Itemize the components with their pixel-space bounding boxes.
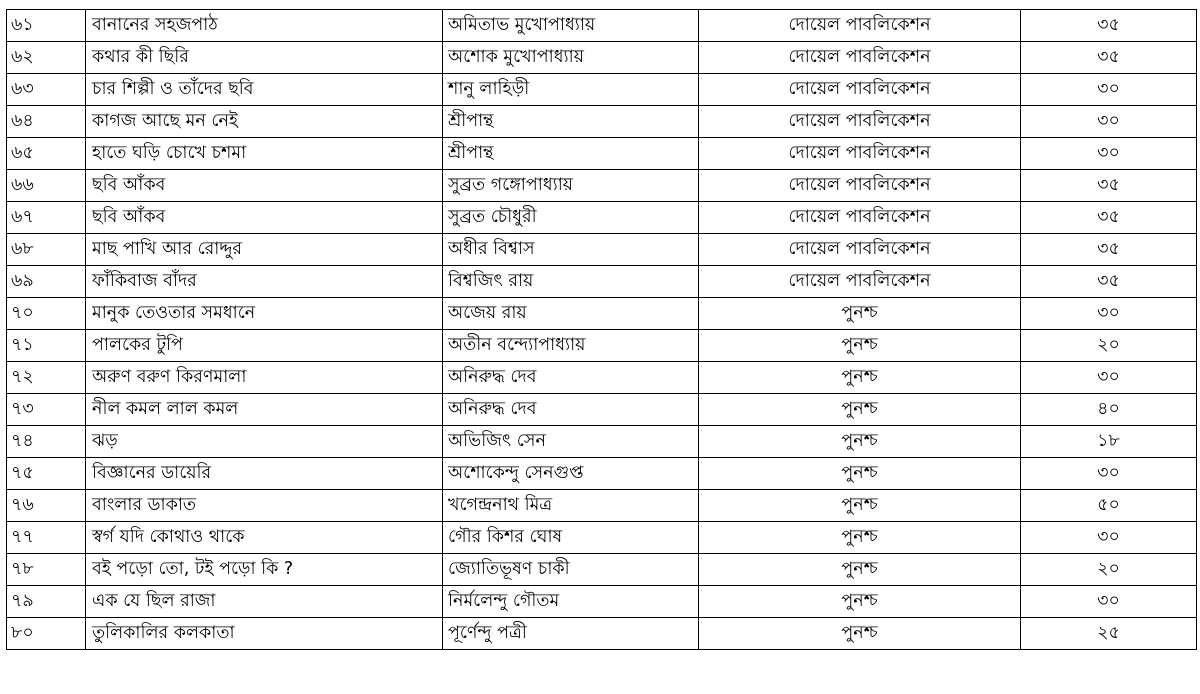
publisher-cell: পুনশ্চ (699, 490, 1021, 522)
author-cell: খগেন্দ্রনাথ মিত্র (443, 490, 699, 522)
publisher-cell: পুনশ্চ (699, 522, 1021, 554)
book-title-cell: অরুণ বরুণ কিরণমালা (86, 362, 443, 394)
book-title-cell: মাছ পাখি আর রোদ্দুর (86, 234, 443, 266)
price-cell: ৩০ (1021, 106, 1197, 138)
book-title-cell: কথার কী ছিরি (86, 42, 443, 74)
table-row (7, 138, 1197, 170)
serial-number-cell: ৭১ (7, 330, 86, 362)
author-cell: নির্মলেন্দু গৌতম (443, 586, 699, 618)
price-cell: ৩০ (1021, 586, 1197, 618)
table-row (7, 426, 1197, 458)
table-row (7, 522, 1197, 554)
serial-number-cell: ৭৬ (7, 490, 86, 522)
publisher-cell: দোয়েল পাবলিকেশন (699, 106, 1021, 138)
author-cell: অমিতাভ মুখোপাধ্যায় (443, 10, 699, 42)
table-body (7, 10, 1197, 650)
author-cell: অতীন বন্দ্যোপাধ্যায় (443, 330, 699, 362)
publisher-cell: পুনশ্চ (699, 554, 1021, 586)
book-title-cell: হাতে ঘড়ি চোখে চশমা (86, 138, 443, 170)
author-cell: গৌর কিশর ঘোষ (443, 522, 699, 554)
table-row (7, 234, 1197, 266)
publisher-cell: পুনশ্চ (699, 426, 1021, 458)
author-cell: অভিজিৎ সেন (443, 426, 699, 458)
publisher-cell: দোয়েল পাবলিকেশন (699, 202, 1021, 234)
price-cell: ৩৫ (1021, 170, 1197, 202)
price-cell: ১৮ (1021, 426, 1197, 458)
book-title-cell: এক যে ছিল রাজা (86, 586, 443, 618)
table-row (7, 74, 1197, 106)
price-cell: ৩৫ (1021, 10, 1197, 42)
serial-number-cell: ৭৫ (7, 458, 86, 490)
author-cell: শ্রীপান্থ (443, 106, 699, 138)
publisher-cell: পুনশ্চ (699, 618, 1021, 650)
table-row (7, 298, 1197, 330)
book-title-cell: বাংলার ডাকাত (86, 490, 443, 522)
publisher-cell: পুনশ্চ (699, 298, 1021, 330)
serial-number-cell: ৬৮ (7, 234, 86, 266)
publisher-cell: পুনশ্চ (699, 458, 1021, 490)
author-cell: অনিরুদ্ধ দেব (443, 362, 699, 394)
book-title-cell: ছবি আঁকব (86, 202, 443, 234)
table-row (7, 362, 1197, 394)
author-cell: অনিরুদ্ধ দেব (443, 394, 699, 426)
book-title-cell: বানানের সহজপাঠ (86, 10, 443, 42)
serial-number-cell: ৬৪ (7, 106, 86, 138)
author-cell: সুব্রত গঙ্গোপাধ্যায় (443, 170, 699, 202)
serial-number-cell: ৭২ (7, 362, 86, 394)
table-row (7, 170, 1197, 202)
serial-number-cell: ৬১ (7, 10, 86, 42)
price-cell: ৩০ (1021, 138, 1197, 170)
price-cell: ৩০ (1021, 522, 1197, 554)
serial-number-cell: ৬৫ (7, 138, 86, 170)
serial-number-cell: ৭৭ (7, 522, 86, 554)
book-title-cell: চার শিল্পী ও তাঁদের ছবি (86, 74, 443, 106)
table-row (7, 394, 1197, 426)
table-row (7, 202, 1197, 234)
serial-number-cell: ৭০ (7, 298, 86, 330)
price-cell: ৩৫ (1021, 202, 1197, 234)
table-row (7, 106, 1197, 138)
table-row (7, 586, 1197, 618)
serial-number-cell: ৭৩ (7, 394, 86, 426)
publisher-cell: দোয়েল পাবলিকেশন (699, 42, 1021, 74)
price-cell: ২০ (1021, 330, 1197, 362)
publisher-cell: দোয়েল পাবলিকেশন (699, 234, 1021, 266)
serial-number-cell: ৭৯ (7, 586, 86, 618)
serial-number-cell: ৭৪ (7, 426, 86, 458)
price-cell: ৫০ (1021, 490, 1197, 522)
price-cell: ৩৫ (1021, 234, 1197, 266)
table-row (7, 330, 1197, 362)
price-cell: ২০ (1021, 554, 1197, 586)
book-title-cell: মানুক তেওতার সমধানে (86, 298, 443, 330)
publisher-cell: দোয়েল পাবলিকেশন (699, 10, 1021, 42)
price-cell: ৩০ (1021, 298, 1197, 330)
book-title-cell: তুলিকালির কলকাতা (86, 618, 443, 650)
serial-number-cell: ৭৮ (7, 554, 86, 586)
book-list-table (6, 9, 1197, 650)
author-cell: শানু লাহিড়ী (443, 74, 699, 106)
price-cell: ৩০ (1021, 362, 1197, 394)
table-row (7, 490, 1197, 522)
author-cell: অধীর বিশ্বাস (443, 234, 699, 266)
serial-number-cell: ৬৩ (7, 74, 86, 106)
price-cell: ৩০ (1021, 74, 1197, 106)
book-title-cell: কাগজ আছে মন নেই (86, 106, 443, 138)
table-row (7, 618, 1197, 650)
book-title-cell: বিজ্ঞানের ডায়েরি (86, 458, 443, 490)
price-cell: ৪০ (1021, 394, 1197, 426)
table-row (7, 42, 1197, 74)
publisher-cell: পুনশ্চ (699, 362, 1021, 394)
author-cell: শ্রীপান্থ (443, 138, 699, 170)
price-cell: ২৫ (1021, 618, 1197, 650)
price-cell: ৩০ (1021, 458, 1197, 490)
author-cell: অজেয় রায় (443, 298, 699, 330)
publisher-cell: পুনশ্চ (699, 586, 1021, 618)
author-cell: অশোক মুখোপাধ্যায় (443, 42, 699, 74)
publisher-cell: দোয়েল পাবলিকেশন (699, 74, 1021, 106)
publisher-cell: দোয়েল পাবলিকেশন (699, 170, 1021, 202)
serial-number-cell: ৬৭ (7, 202, 86, 234)
author-cell: সুব্রত চৌধুরী (443, 202, 699, 234)
publisher-cell: পুনশ্চ (699, 330, 1021, 362)
book-title-cell: ছবি আঁকব (86, 170, 443, 202)
price-cell: ৩৫ (1021, 266, 1197, 298)
book-title-cell: পালকের টুপি (86, 330, 443, 362)
serial-number-cell: ৮০ (7, 618, 86, 650)
author-cell: অশোকেন্দু সেনগুপ্ত (443, 458, 699, 490)
price-cell: ৩৫ (1021, 42, 1197, 74)
book-title-cell: নীল কমল লাল কমল (86, 394, 443, 426)
book-title-cell: বই পড়ো তো, টই পড়ো কি ? (86, 554, 443, 586)
serial-number-cell: ৬৬ (7, 170, 86, 202)
serial-number-cell: ৬৯ (7, 266, 86, 298)
table-row (7, 10, 1197, 42)
author-cell: জ্যোতিভূষণ চাকী (443, 554, 699, 586)
table-row (7, 266, 1197, 298)
book-title-cell: ঝড় (86, 426, 443, 458)
author-cell: পূর্ণেন্দু পত্রী (443, 618, 699, 650)
publisher-cell: দোয়েল পাবলিকেশন (699, 266, 1021, 298)
publisher-cell: দোয়েল পাবলিকেশন (699, 138, 1021, 170)
table-row (7, 458, 1197, 490)
author-cell: বিশ্বজিৎ রায় (443, 266, 699, 298)
publisher-cell: পুনশ্চ (699, 394, 1021, 426)
book-title-cell: স্বর্গ যদি কোথাও থাকে (86, 522, 443, 554)
book-title-cell: ফাঁকিবাজ বাঁদর (86, 266, 443, 298)
table-row (7, 554, 1197, 586)
serial-number-cell: ৬২ (7, 42, 86, 74)
